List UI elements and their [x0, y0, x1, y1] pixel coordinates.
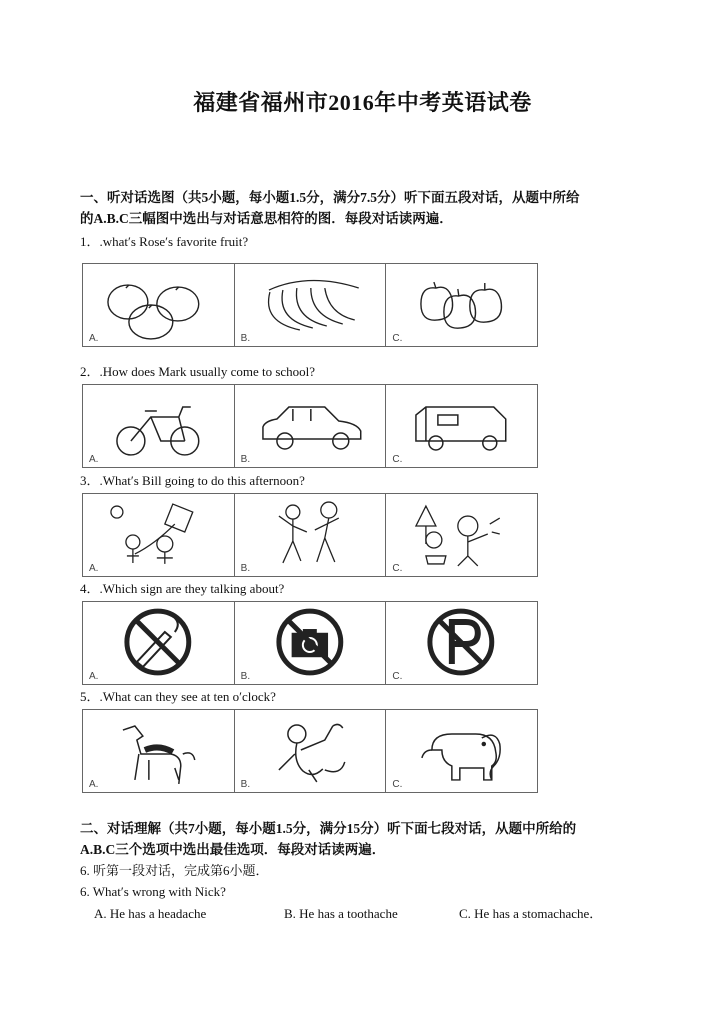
- q5-option-b[interactable]: [235, 710, 387, 792]
- kite-flying-icon: [83, 494, 234, 576]
- no-smoking-sign-icon: [83, 602, 234, 684]
- q2-label-b: B.: [240, 454, 251, 465]
- q3-label-a: A.: [89, 563, 99, 574]
- horse-icon: [83, 710, 234, 792]
- elephant-icon: [386, 710, 537, 792]
- q6-option-b[interactable]: B. He has a toothache: [284, 906, 398, 921]
- q1-label-c: C.: [392, 333, 403, 344]
- q5-option-a[interactable]: [83, 710, 235, 792]
- bananas-icon: [235, 264, 386, 346]
- q2-label-c: C.: [392, 454, 403, 465]
- q2-option-a[interactable]: [83, 385, 235, 467]
- q4-option-b[interactable]: [235, 602, 387, 684]
- q4-label-b: B.: [240, 671, 251, 682]
- question-3-text: 3．.What′s Bill going to do this afternoon?: [80, 473, 305, 488]
- q5-option-c[interactable]: [386, 710, 537, 792]
- q6-option-c[interactable]: C. He has a stomachache．: [459, 906, 603, 921]
- q5-label-b: B.: [240, 779, 251, 790]
- q4-label-c: C.: [392, 671, 403, 682]
- apples-icon: [386, 264, 537, 346]
- q2-option-c[interactable]: [386, 385, 537, 467]
- q4-option-a[interactable]: [83, 602, 235, 684]
- bicycle-icon: [83, 385, 234, 467]
- question-4-pictures: [82, 601, 538, 685]
- section2-instruction: 6. 听第一段对话，完成第6小题．: [80, 863, 269, 878]
- question-4-text: 4．.Which sign are they talking about?: [80, 581, 285, 596]
- q3-label-b: B.: [240, 563, 251, 574]
- section1-heading: [80, 187, 650, 229]
- monkey-icon: [235, 710, 386, 792]
- section1-heading-line1: 一、听对话选图（共5小题，每小题1.5分，满分7.5分）听下面五段对话，从题中所给: [80, 190, 580, 205]
- question-3-pictures: [82, 493, 538, 577]
- q1-option-a[interactable]: [83, 264, 235, 346]
- q3-option-a[interactable]: [83, 494, 235, 576]
- oranges-icon: [83, 264, 234, 346]
- q2-option-b[interactable]: [235, 385, 387, 467]
- q4-label-a: A.: [89, 671, 99, 682]
- truck-icon: [386, 385, 537, 467]
- q1-label-b: B.: [240, 333, 251, 344]
- section2-heading: [80, 818, 650, 860]
- no-photography-sign-icon: [235, 602, 386, 684]
- question-5-text: 5．.What can they see at ten o′clock?: [80, 689, 276, 704]
- q5-label-c: C.: [392, 779, 403, 790]
- page-title: 福建省福州市2016年中考英语试卷: [193, 90, 532, 115]
- dancing-icon: [235, 494, 386, 576]
- question-1-pictures: [82, 263, 538, 347]
- section1-heading-line2: 的A.B.C三幅图中选出与对话意思相符的图．每段对话读两遍．: [80, 211, 453, 226]
- picnic-icon: [386, 494, 537, 576]
- q1-label-a: A.: [89, 333, 99, 344]
- question-2-text: 2．.How does Mark usually come to school?: [80, 364, 316, 379]
- q1-option-c[interactable]: [386, 264, 537, 346]
- question-5-pictures: [82, 709, 538, 793]
- no-parking-sign-icon: [386, 602, 537, 684]
- question-6-text: 6. What′s wrong with Nick?: [80, 884, 226, 899]
- car-icon: [235, 385, 386, 467]
- section2-heading-line1: 二、对话理解（共7小题，每小题1.5分，满分15分）听下面七段对话，从题中所给的: [80, 821, 577, 836]
- q4-option-c[interactable]: [386, 602, 537, 684]
- q6-option-a[interactable]: A. He has a headache: [94, 906, 207, 921]
- q2-label-a: A.: [89, 454, 99, 465]
- q3-option-b[interactable]: [235, 494, 387, 576]
- question-2-pictures: [82, 384, 538, 468]
- q3-label-c: C.: [392, 563, 403, 574]
- q5-label-a: A.: [89, 779, 99, 790]
- question-1-text: 1．.what′s Rose′s favorite fruit?: [80, 234, 249, 249]
- q1-option-b[interactable]: [235, 264, 387, 346]
- section2-heading-line2: A.B.C三个选项中选出最佳选项．每段对话读两遍．: [80, 842, 386, 857]
- q3-option-c[interactable]: [386, 494, 537, 576]
